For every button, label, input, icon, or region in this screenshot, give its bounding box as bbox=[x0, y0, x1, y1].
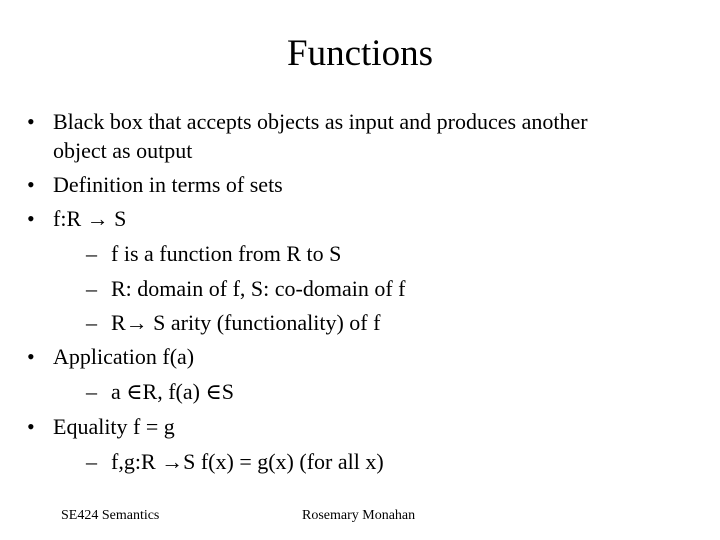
sub-bullet-text-3-2: R: domain of f, S: co-domain of f bbox=[111, 276, 406, 301]
footer-author: Rosemary Monahan bbox=[302, 508, 416, 523]
bullet-text-1-cont: object as output bbox=[53, 138, 193, 163]
footer-course: SE424 Semantics bbox=[61, 508, 160, 523]
bullet-text-1: Black box that accepts objects as input and produces another bbox=[53, 109, 588, 134]
sub-bullet-text-4-1: a ∈R, f(a) ∈S bbox=[111, 379, 234, 404]
dash-icon: – bbox=[86, 379, 97, 404]
bullet-icon: • bbox=[27, 414, 35, 439]
bullet-icon: • bbox=[27, 172, 35, 197]
bullet-icon: • bbox=[27, 109, 35, 134]
sub-bullet-text-5-1: f,g:R →S f(x) = g(x) (for all x) bbox=[111, 449, 384, 474]
bullet-text-2: Definition in terms of sets bbox=[53, 172, 283, 197]
bullet-text-3: f:R → S bbox=[53, 206, 127, 231]
bullet-icon: • bbox=[27, 206, 35, 231]
dash-icon: – bbox=[86, 276, 97, 301]
dash-icon: – bbox=[86, 241, 97, 266]
sub-bullet-text-3-3: R→ S arity (functionality) of f bbox=[111, 310, 381, 335]
sub-bullet-text-3-1: f is a function from R to S bbox=[111, 241, 342, 266]
bullet-text-5: Equality f = g bbox=[53, 414, 175, 439]
bullet-icon: • bbox=[27, 344, 35, 369]
slide-title: Functions bbox=[287, 33, 433, 74]
bullet-text-4: Application f(a) bbox=[53, 344, 195, 369]
dash-icon: – bbox=[86, 310, 97, 335]
dash-icon: – bbox=[86, 449, 97, 474]
